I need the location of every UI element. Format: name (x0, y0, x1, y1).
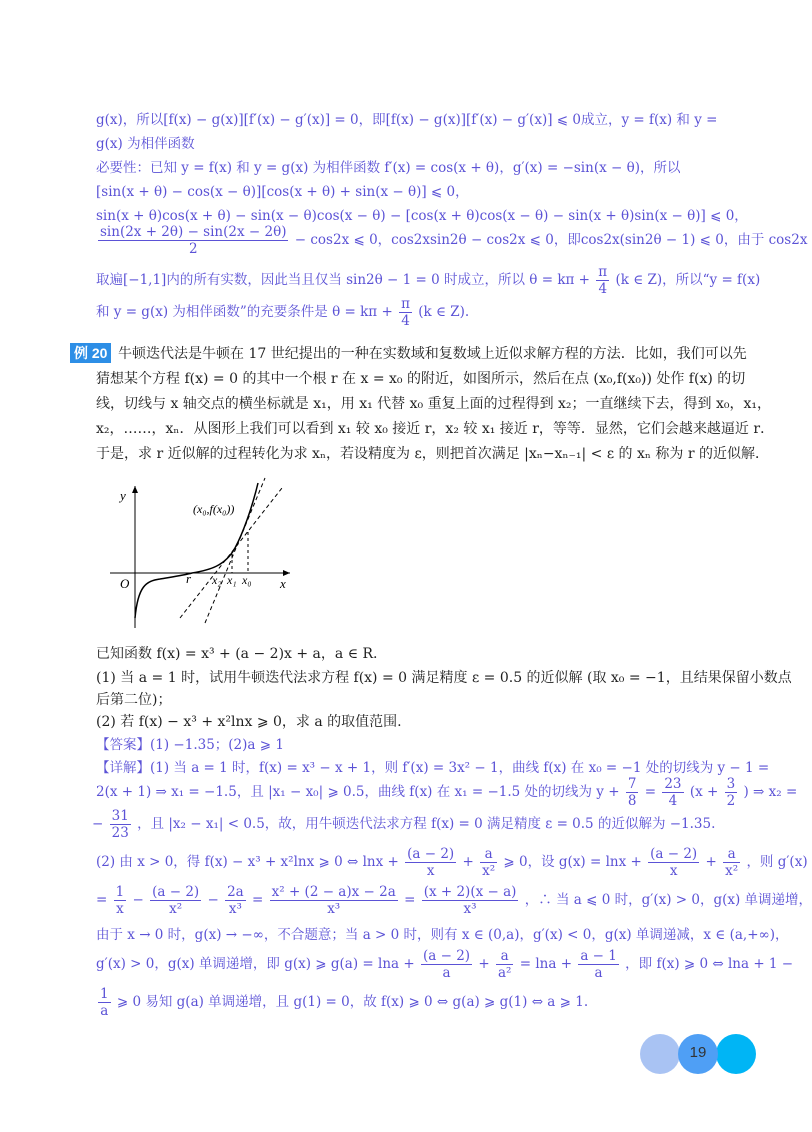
tangent-line-2 (205, 478, 265, 623)
root-label: r (186, 571, 192, 586)
answer-label: 【答案】 (96, 737, 150, 753)
origin-label: O (120, 576, 130, 591)
point-label: (x₀,f(x₀)) (193, 502, 235, 516)
decor-circle-left (640, 1034, 680, 1074)
example-tag: 例 20 (70, 343, 111, 363)
example-paragraph-5: 于是，求 r 近似解的过程转化为求 xₙ，若设精度为 ε，则把首次满足 |xₙ−xₙ₋₁| < ε 的 xₙ 称为 r 的近似解． (96, 446, 769, 462)
answer-text: (1) −1.35；(2)a ⩾ 1 (150, 737, 284, 753)
solution-line-3: 必要性：已知 y = f(x) 和 y = g(x) 为相伴函数 f′(x) = cos(x + θ)，g′(x) = −sin(x − θ)，所以 (96, 160, 681, 176)
x2-label: x₂ (212, 573, 222, 587)
detail-line-3: − $\frac{31}{23}$ ，且 |x₂ − x₁| < 0.5，故，用牛顿迭代法求方程 f(x) = 0 满足精度 ε = 0.5 的近似解为 −1.35. (92, 808, 716, 841)
detail-line-2: 2(x + 1) ⇒ x₁ = −1.5，且 |x₁ − x₀| ⩾ 0.5，曲线 f(x) 在 x₁ = −1.5 处的切线为 y + $\frac{7}{8}$ = $\frac{23}{4}$ (x + $\frac{3}{2}$ ) ⇒ x₂ = (96, 776, 798, 809)
newton-method-graph (100, 478, 300, 628)
solution-line-2: g(x) 为相伴函数 (96, 136, 195, 152)
x1-label: x₁ (227, 573, 237, 587)
solution-line-4: [sin(x + θ) − cos(x − θ)][cos(x + θ) + sin(x − θ)] ⩽ 0， (96, 184, 469, 200)
x0-label: x₀ (242, 573, 252, 587)
solution-line-8: 和 y = g(x) 为相伴函数”的充要条件是 θ = kπ + $\frac{\pi}{4}$ (k ∈ Z). (96, 296, 470, 329)
question-part-2: (2) 若 f(x) − x³ + x²lnx ⩾ 0，求 a 的取值范围. (96, 714, 402, 730)
fraction: $\frac{\sin(2x + 2\theta) - \sin(2x - 2\theta)}{2}$ (100, 224, 287, 257)
answer-line (96, 735, 284, 755)
question-part-1b: 后第二位)； (96, 692, 172, 708)
detail-line-8: $\frac{1}{a}$ ⩾ 0 易知 g(a) 单调递增，且 g(1) = 0，故 f(x) ⩾ 0 ⇔ g(a) ⩾ g(1) ⇔ a ⩾ 1. (100, 986, 589, 1019)
solution-line-5: sin(x + θ)cos(x + θ) − sin(x − θ)cos(x − θ) − [cos(x + θ)cos(x − θ) − sin(x + θ)sin(x − θ)] ⩽ 0， (96, 208, 748, 224)
detail-line-5: = $\frac{1}{x}$ − $\frac{(a - 2)}{\text{x²}}$ − $\frac{2a}{\text{x³}}$ = $\frac{\text{x² + (2 − a)x − 2a}}{\text{x³}}$ = $\frac{(x + 2)(x - a)}{\text{x³}}$ ，∴ 当 a ⩽ 0 时，g′(x) > 0，g(x) 单调递增， (96, 884, 812, 917)
solution-line-6: $\frac{\sin(2x + 2\theta) - \sin(2x - 2\theta)}{2}$ − cos2x ⩽ 0，cos2xsin2θ − cos2x ⩽ 0，即cos2x(sin2θ − 1) ⩽ 0，由于 cos2x (100, 224, 808, 257)
example-paragraph-3: 线，切线与 x 轴交点的横坐标就是 x₁，用 x₁ 代替 x₀ 重复上面的过程得到 x₂；一直继续下去，得到 x₀，x₁， (96, 396, 771, 412)
question-given: 已知函数 f(x) = x³ + (a − 2)x + a，a ∈ R. (96, 646, 378, 662)
example-paragraph-4: x₂，……，xₙ．从图形上我们可以看到 x₁ 较 x₀ 接近 r，x₂ 较 x₁ 接近 r，等等．显然，它们会越来越逼近 r． (96, 421, 775, 437)
detail-label: 【详解】 (96, 760, 150, 776)
page-number: 19 (689, 1044, 707, 1061)
example-paragraph-1: 牛顿迭代法是牛顿在 17 世纪提出的一种在实数域和复数域上近似求解方程的方法．比如，我们可以先 (118, 346, 747, 362)
x-label: x (280, 576, 286, 591)
solution-line-7: 取遍[−1,1]内的所有实数，因此当且仅当 sin2θ − 1 = 0 时成立，所以 θ = kπ + $\frac{\pi}{4}$ (k ∈ Z)，所以“y = f(x) (96, 264, 761, 297)
detail-line-1: 【详解】(1) 当 a = 1 时，f(x) = x³ − x + 1，则 f′(x) = 3x² − 1，曲线 f(x) 在 x₀ = −1 处的切线为 y − 1 = (96, 760, 770, 776)
y-label: y (120, 488, 126, 503)
solution-line-1: g(x)，所以[f(x) − g(x)][f′(x) − g′(x)] = 0，即[f(x) − g(x)][f′(x) − g′(x)] ⩽ 0成立，y = f(x) 和 y = (96, 112, 718, 128)
detail-line-4: (2) 由 x > 0，得 f(x) − x³ + x²lnx ⩾ 0 ⇔ lnx + $\frac{(a - 2)}{x}$ + $\frac{a}{\text{x²}}$ ⩾ 0，设 g(x) = lnx + $\frac{(a - 2)}{x}$ + $\frac{a}{\text{x²}}$ ，则 g′(x) (96, 846, 808, 879)
detail-line-6: 由于 x → 0 时，g(x) → −∞，不合题意；当 a > 0 时，则有 x ∈ (0,a)，g′(x) < 0，g(x) 单调递减，x ∈ (a,+∞)， (96, 927, 789, 943)
detail-line-7: g′(x) > 0，g(x) 单调递增，即 g(x) ⩾ g(a) = lna + $\frac{(a - 2)}{a}$ + $\frac{a}{\text{a²}}$ = lna + $\frac{a - 1}{a}$ ，即 f(x) ⩾ 0 ⇔ lna + 1 − (96, 948, 794, 981)
y-axis-arrow (132, 486, 138, 493)
decor-circle-right (716, 1034, 756, 1074)
question-part-1a: (1) 当 a = 1 时，试用牛顿迭代法求方程 f(x) = 0 满足精度 ε = 0.5 的近似解 (取 x₀ = −1，且结果保留小数点 (96, 670, 792, 686)
example-paragraph-2: 猜想某个方程 f(x) = 0 的其中一个根 r 在 x = x₀ 的附近，如图所示，然后在点 (x₀,f(x₀)) 处作 f(x) 的切 (96, 371, 746, 387)
